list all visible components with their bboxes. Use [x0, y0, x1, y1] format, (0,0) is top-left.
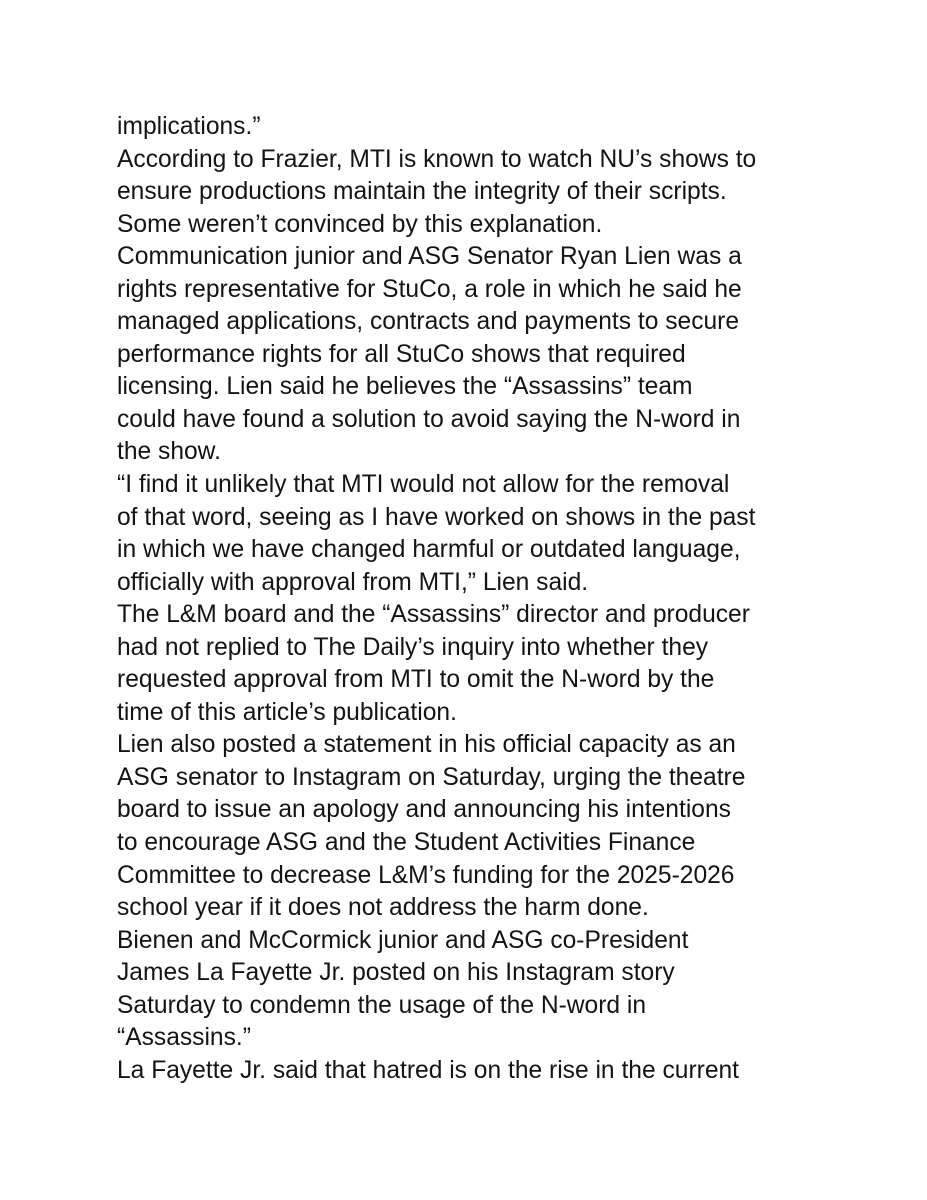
text-line: could have found a solution to avoid saying the N-word in [117, 405, 741, 433]
text-line: officially with approval from MTI,” Lien said. [117, 568, 589, 596]
text-line: licensing. Lien said he believes the “Assassins” team [117, 373, 693, 401]
text-line: managed applications, contracts and payments to secure [117, 308, 740, 336]
text-line: ensure productions maintain the integrity of their scripts. [117, 178, 727, 206]
text-line: the show. [117, 438, 221, 466]
text-line: Bienen and McCormick junior and ASG co-President [117, 926, 689, 954]
text-line: board to issue an apology and announcing his intentions [117, 796, 731, 824]
text-line: had not replied to The Daily’s inquiry into whether they [117, 633, 709, 661]
text-line: ASG senator to Instagram on Saturday, urging the theatre [117, 763, 746, 791]
text-line: “I find it unlikely that MTI would not allow for the removal [117, 471, 730, 499]
text-line: requested approval from MTI to omit the N-word by the [117, 666, 715, 694]
text-line: Lien also posted a statement in his official capacity as an [117, 731, 736, 759]
text-line: Saturday to condemn the usage of the N-word in [117, 991, 647, 1019]
text-line: performance rights for all StuCo shows that required [117, 340, 686, 368]
text-line: “Assassins.” [117, 1024, 251, 1052]
text-line: in which we have changed harmful or outdated language, [117, 536, 741, 564]
text-line: rights representative for StuCo, a role in which he said he [117, 275, 742, 303]
text-line: Communication junior and ASG Senator Ryan Lien was a [117, 243, 742, 271]
text-line: The L&M board and the “Assassins” director and producer [117, 601, 750, 629]
text-line: implications.” [117, 113, 261, 140]
text-line: to encourage ASG and the Student Activities Finance [117, 829, 696, 857]
article-body [117, 111, 837, 1087]
text-line: According to Frazier, MTI is known to watch NU’s shows to [117, 145, 757, 173]
text-line: James La Fayette Jr. posted on his Instagram story [117, 959, 675, 987]
text-line: La Fayette Jr. said that hatred is on the rise in the current [117, 1056, 740, 1084]
text-line: Committee to decrease L&M’s funding for the 2025-2026 [117, 861, 735, 889]
text-line: of that word, seeing as I have worked on shows in the past [117, 503, 756, 531]
text-line: school year if it does not address the harm done. [117, 894, 649, 922]
text-line: Some weren’t convinced by this explanation. [117, 210, 603, 238]
text-line: time of this article’s publication. [117, 698, 457, 726]
